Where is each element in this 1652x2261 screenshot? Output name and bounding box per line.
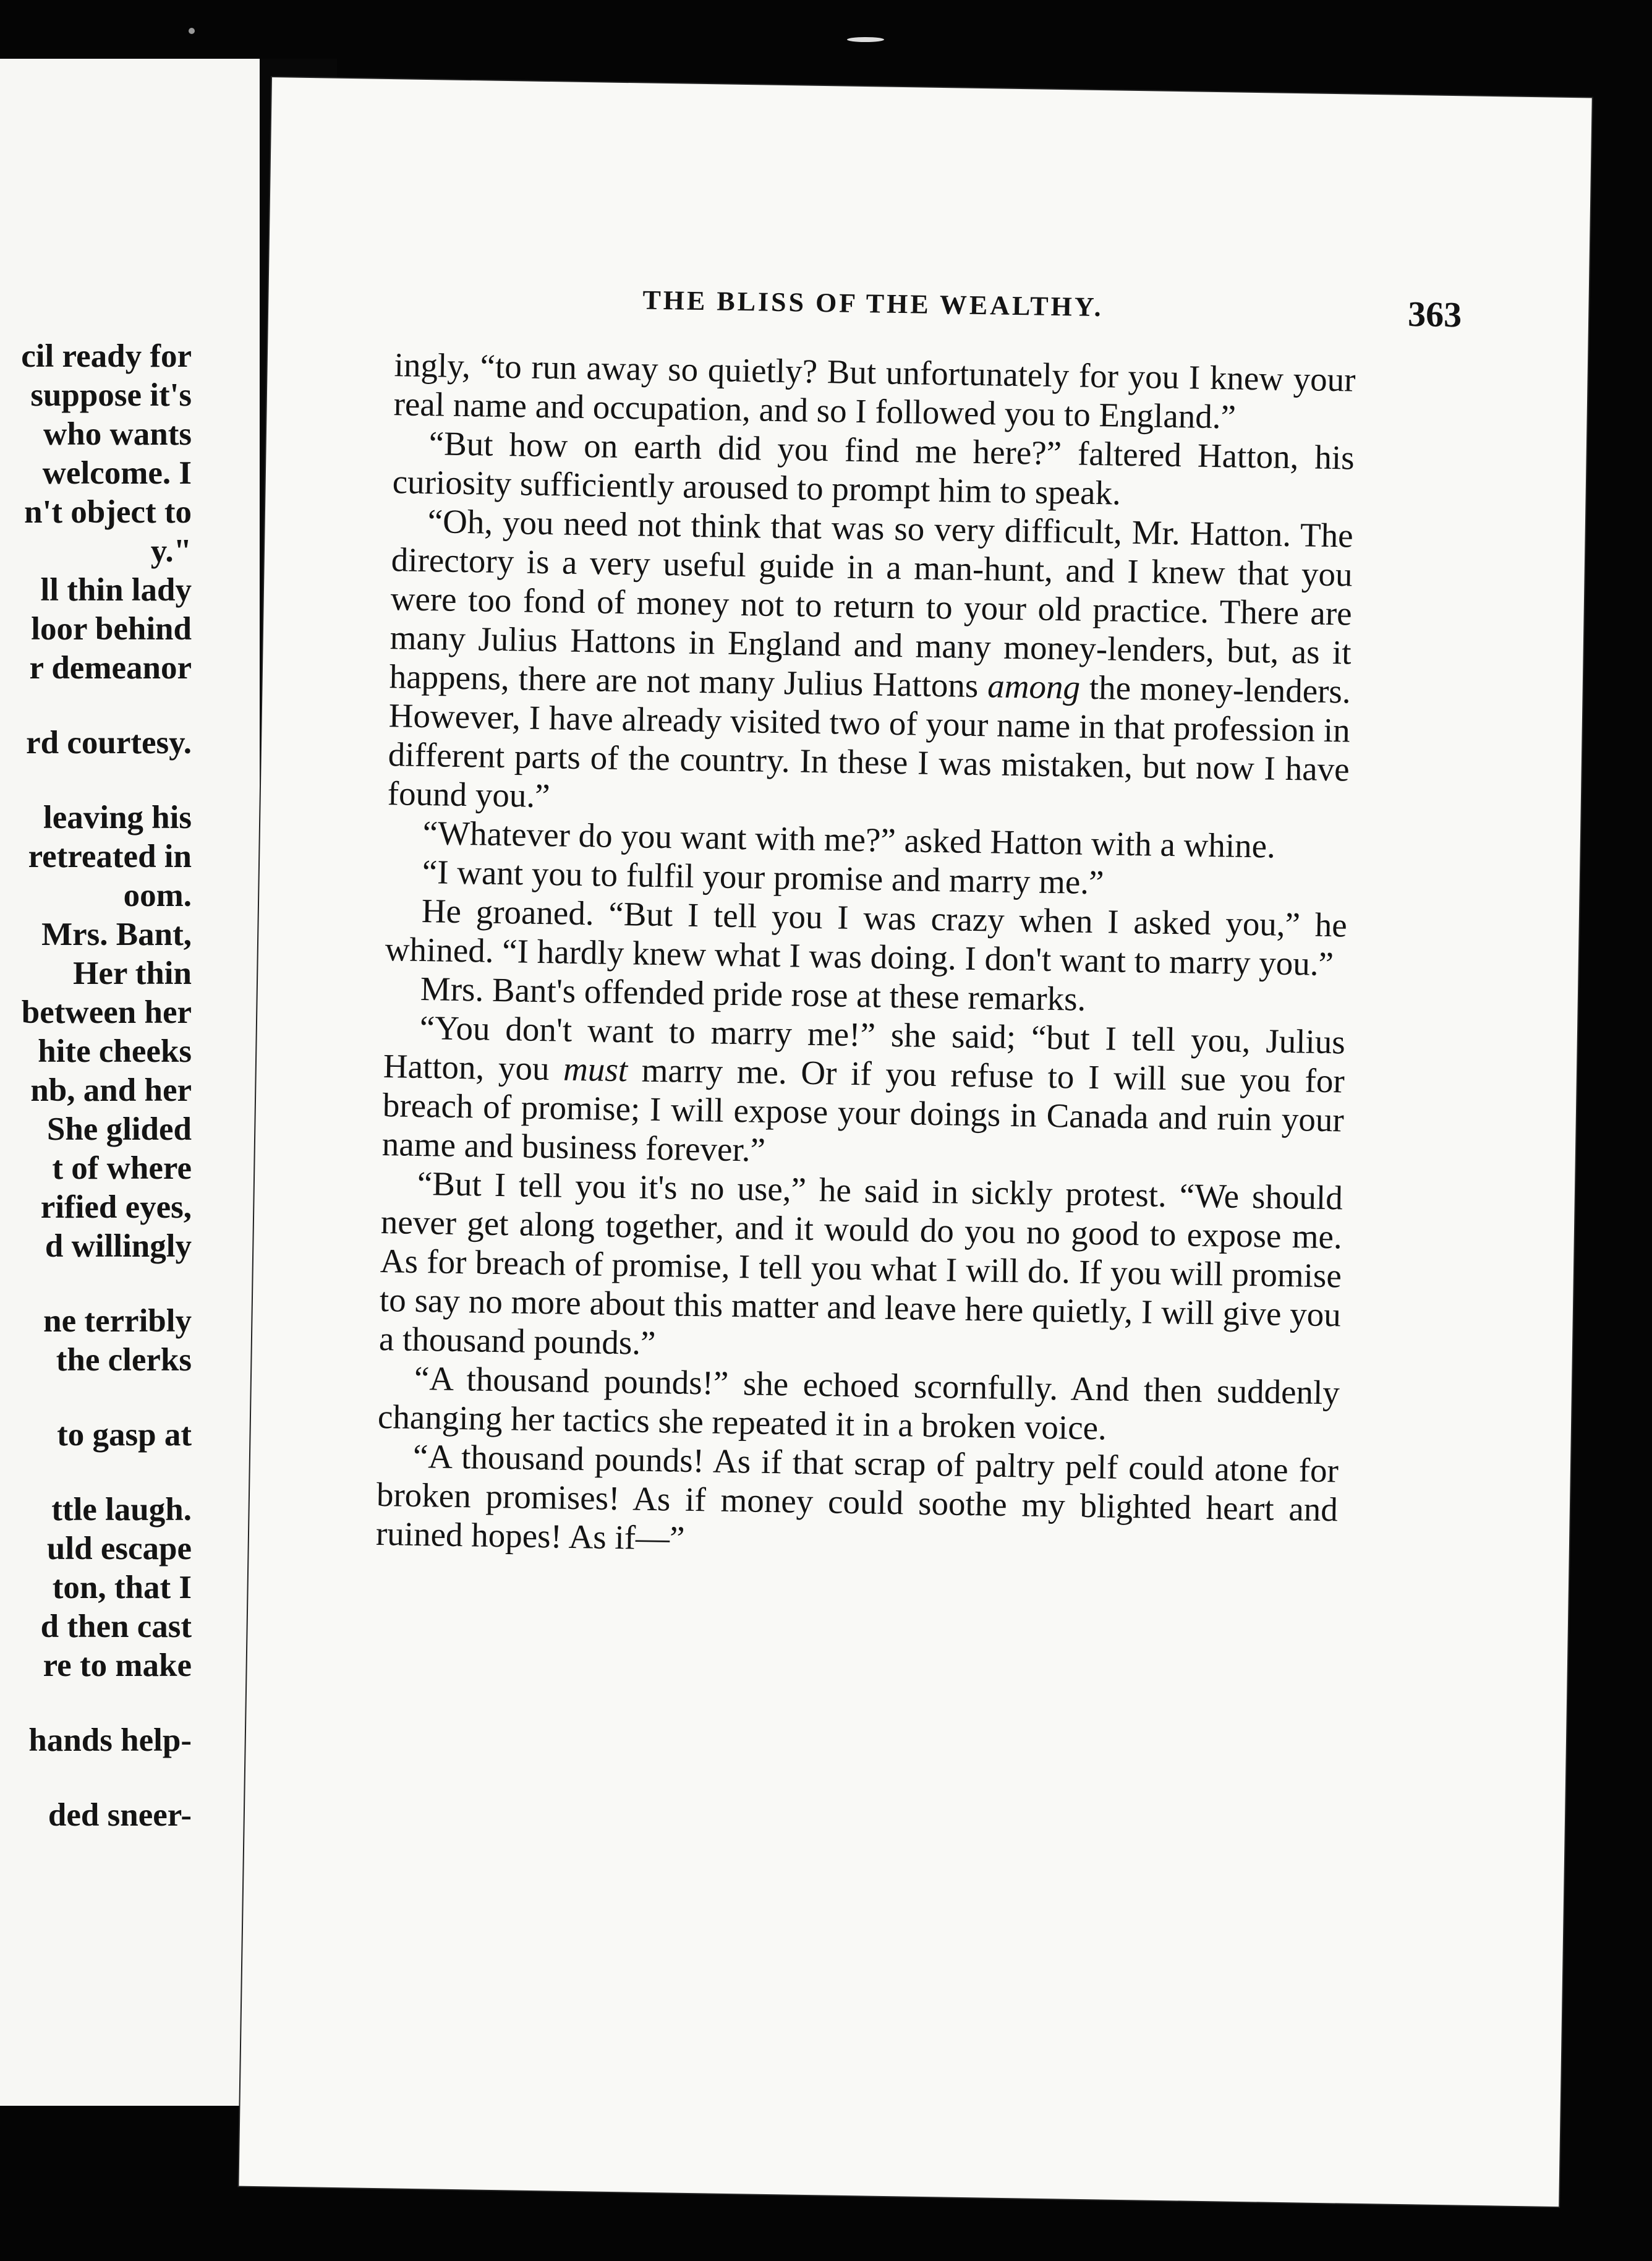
left-page-text — [0, 337, 192, 1835]
left-line: nb, and her — [30, 1072, 192, 1108]
running-head: THE BLISS OF THE WEALTHY. — [642, 284, 1104, 323]
left-line: who wants — [43, 416, 192, 452]
left-line: loor behind — [31, 611, 192, 647]
left-line: ttle laugh. — [51, 1492, 192, 1528]
right-page — [239, 77, 1591, 2207]
left-line-gap — [0, 1266, 192, 1302]
left-line: r demeanor — [29, 650, 192, 686]
emphasis: among — [987, 667, 1081, 706]
left-line: She glided — [46, 1111, 192, 1147]
paragraph-text: “You don't want to marry me!” she said; “but I tell you, Julius Hatton, you — [383, 1008, 1346, 1088]
emphasis: must — [563, 1049, 628, 1089]
paragraph: “A thousand pounds!” she echoed scornfully. And then suddenly changing her tactics she repeated it in a broken voice. — [377, 1359, 1340, 1447]
left-line: hite cheeks — [38, 1033, 192, 1069]
left-line-gap — [0, 1380, 192, 1416]
paragraph: “I want you to fulfil your promise and marry me.” — [422, 852, 1104, 902]
left-line: rified eyes, — [40, 1189, 192, 1225]
left-line: rd courtesy. — [26, 725, 192, 761]
left-line: d then cast — [40, 1609, 192, 1644]
left-line: ton, that I — [52, 1570, 192, 1605]
paragraph: “But how on earth did you find me here?” faltered Hatton, his curiosity sufficiently aroused to prompt him to speak. — [392, 424, 1355, 512]
page-number: 363 — [1407, 293, 1462, 335]
left-line: between her — [21, 994, 192, 1030]
paragraph: “A thousand pounds! As if that scrap of paltry pelf could atone for broken promises! As if money could soothe my blighted heart and ruined hopes! As if—” — [375, 1437, 1339, 1557]
left-line: re to make — [43, 1648, 192, 1683]
paragraph: He groaned. “But I tell you I was crazy when I asked you,” he whined. “I hardly knew what I was doing. I don't want to marry you.” — [385, 891, 1348, 983]
left-line-gap — [0, 1455, 192, 1490]
left-line: the clerks — [56, 1342, 192, 1378]
left-line: uld escape — [46, 1531, 192, 1566]
paragraph: Mrs. Bant's offended pride rose at these remarks. — [420, 969, 1086, 1018]
paragraph — [381, 1007, 1345, 1178]
left-line: Mrs. Bant, — [41, 917, 192, 952]
paragraph — [387, 501, 1353, 827]
scan-speck — [847, 37, 884, 42]
left-line: Her thin — [73, 955, 192, 991]
left-line: suppose it's — [30, 377, 192, 413]
body-text — [376, 345, 1356, 1568]
left-line: y." — [150, 533, 192, 569]
left-line: hands help- — [28, 1722, 192, 1758]
left-page — [0, 59, 260, 2106]
left-line: d willingly — [45, 1228, 192, 1264]
left-line: t of where — [52, 1150, 192, 1186]
left-line: ll thin lady — [40, 572, 192, 608]
paragraph: “But I tell you it's no use,” he said in sickly protest. “We should never get along together, and it would do you no good to expose me. As for breach of promise, I tell you what I will do. If you will promise to say no more about this matter and leave here quietly, I will give you a thousand pounds.” — [378, 1164, 1343, 1362]
left-line: n't object to — [24, 494, 192, 530]
paragraph-text: “Oh, you need not think that was so very difficult, Mr. Hatton. The directory is a very useful guide in a man-hunt, and I knew that you were too fond of money not to return to your old practice. There are many Julius Hattons in England and many money-lenders, but, as it happens, there are not many Julius Hattons — [389, 502, 1354, 705]
paragraph-text: marry me. Or if you refuse to I will sue you for breach of promise; I will expose your doings in Canada and ruin your name and business forever.” — [381, 1051, 1345, 1169]
left-line-gap — [0, 763, 192, 798]
left-line: welcome. I — [42, 455, 192, 491]
left-line-gap — [0, 688, 192, 724]
left-line: ded sneer- — [48, 1797, 192, 1833]
left-line: cil ready for — [21, 338, 192, 374]
left-line-gap — [0, 1685, 192, 1721]
paragraph: “Whatever do you want with me?” asked Hatton with a whine. — [422, 813, 1276, 865]
left-line-gap — [0, 1760, 192, 1796]
scan-speck — [189, 28, 195, 34]
left-line: oom. — [123, 878, 192, 913]
left-line: leaving his — [43, 800, 192, 836]
paragraph-text: the money-lenders. However, I have already visited two of your name in that profession in different parts of the country. In these I was mistaken, but now I have found you.” — [387, 668, 1352, 815]
left-line: to gasp at — [57, 1417, 192, 1453]
left-line: ne terribly — [43, 1303, 192, 1339]
paragraph: ingly, “to run away so quietly? But unfortunately for you I knew your real name and occupation, and so I followed you to England.” — [393, 346, 1356, 436]
left-line: retreated in — [28, 839, 192, 874]
